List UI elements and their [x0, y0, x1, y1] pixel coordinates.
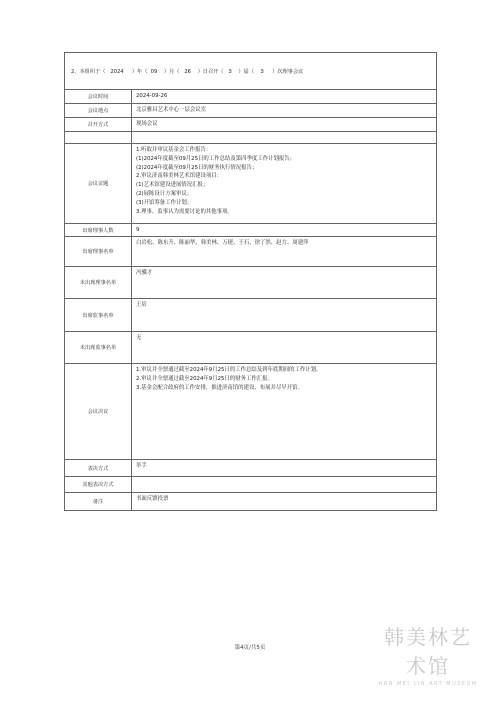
agenda-line: (1)艺术馆建设进展情况汇报； — [136, 182, 209, 189]
value-blank — [132, 132, 436, 143]
resolution-line: 3.基金会配合政府的工作安排，推进济南馆的建设、布展并尽早开馆。 — [136, 384, 303, 391]
label-absent-directors: 未出席理事名单 — [65, 267, 132, 298]
agenda-line: (1)2024年度截至09月25日的工作总结及第四季度工作计划报告； — [136, 155, 296, 162]
label-absent-supervisors: 未出席监事名单 — [65, 332, 132, 363]
row-other-vote — [65, 476, 436, 492]
row-absent-supervisors — [65, 331, 436, 363]
value-absent-directors: 冯骥才 — [136, 270, 153, 276]
agenda-line: (2)展陈设计方案审议； — [136, 190, 193, 197]
label-vote-method: 表决方式 — [65, 460, 132, 476]
resolution-line: 1.审议并全票通过截至2024年9月25日的工作总结及到年底期间的工作计划。 — [136, 367, 322, 373]
label-meeting-time: 会议时间 — [65, 90, 132, 103]
value-present-count: 9 — [136, 227, 140, 233]
row-present-count — [65, 223, 436, 236]
meeting-header-line: 2、本组织于（ 2024 ）年（ 09 ）月（ 26 ）日召开（ 3 ）届（ 3 ）次理事会议 — [71, 68, 304, 75]
label-meeting-method: 召开方式 — [65, 118, 132, 131]
label-other-vote: 其他表决方式 — [65, 477, 132, 492]
agenda-line: 1.听取并审议基金会工作报告： — [136, 147, 212, 153]
label-resolution: 会议决议 — [65, 364, 132, 459]
row-blank — [65, 131, 436, 143]
agenda-line: 2.审议济南韩美林艺术馆建设项目： — [136, 173, 223, 180]
value-meeting-time: 2024-09-26 — [136, 93, 168, 99]
row-present-supervisors — [65, 298, 436, 331]
value-meeting-method: 现场会议 — [136, 121, 158, 127]
row-vote-method — [65, 459, 436, 476]
label-blank — [65, 132, 132, 143]
row-meeting-place — [65, 103, 436, 117]
label-agenda: 会议议题 — [65, 144, 132, 223]
row-meeting-method — [65, 117, 436, 131]
label-meeting-place: 会议地点 — [65, 104, 132, 117]
row-resolution — [65, 363, 436, 459]
label-present-count: 出席理事人数 — [65, 224, 132, 236]
row-present-directors — [65, 236, 436, 266]
row-agenda — [65, 143, 436, 223]
value-absent-supervisors: 无 — [136, 335, 142, 341]
watermark-main: 韩美林艺术馆 — [384, 625, 472, 678]
value-vote-method: 举手 — [136, 463, 147, 469]
value-resolution — [132, 364, 436, 459]
meeting-table — [64, 52, 437, 511]
label-present-supervisors: 出席监事名单 — [65, 299, 132, 331]
value-agenda — [132, 144, 436, 223]
row-meeting-time — [65, 89, 436, 103]
agenda-line: 3.理事、监事认为需要讨论的其他事项。 — [136, 208, 233, 215]
museum-watermark — [378, 621, 478, 687]
page-number: 第4页/共5页 — [234, 645, 266, 651]
row-absent-directors — [65, 266, 436, 298]
resolution-line: 2.审议并全票通过截至2024年9月25日的财务工作汇报。 — [136, 375, 273, 382]
value-other-vote — [132, 477, 436, 492]
watermark-sub: HAN MEI LIN ART MUSEUM — [378, 681, 478, 687]
agenda-line: (3)开馆筹备工作计划； — [136, 199, 193, 206]
value-meeting-place: 北京雅昌艺术中心一层会议室 — [136, 107, 207, 113]
value-remark: 书面反馈投票 — [136, 496, 169, 502]
label-remark: 备注 — [65, 493, 132, 510]
agenda-line: (2)2024年度截至09月25日的财务执行情况报告； — [136, 164, 258, 171]
label-present-directors: 出席理事名单 — [65, 237, 132, 266]
row-remark — [65, 492, 436, 510]
value-present-directors: 白岩松、陈东升、陈丽华、韩美林、万捷、王石、徐了然、赵力、周建萍 — [136, 240, 309, 246]
value-present-supervisors: 王培 — [136, 302, 147, 308]
